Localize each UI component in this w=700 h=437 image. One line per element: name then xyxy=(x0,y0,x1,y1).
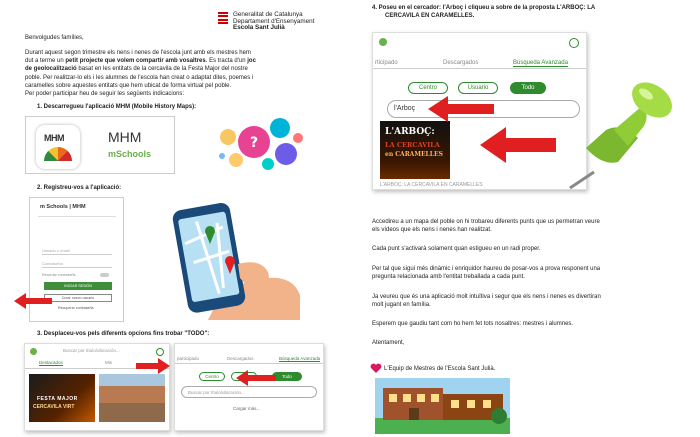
mhm-subtitle: mSchools xyxy=(108,149,152,159)
step2-heading: 2. Registreu-vos a l'aplicació: xyxy=(37,185,122,191)
tab-participado[interactable]: participado xyxy=(177,356,200,361)
body-p2: Cada punt s'activarà solament quan estigueu en un radi proper. xyxy=(372,246,541,252)
chip-todo[interactable]: Todo xyxy=(510,82,546,94)
username-field[interactable]: Usuario o email xyxy=(42,248,70,253)
red-arrow-icon xyxy=(480,127,558,163)
arbos-search-input[interactable]: l'Arboç xyxy=(387,100,580,118)
remember-toggle[interactable] xyxy=(100,273,109,277)
create-user-button[interactable]: Crear nuevo usuario xyxy=(44,294,112,302)
step4-heading-line2: CERCAVILA EN CARAMELLES. xyxy=(385,13,475,19)
tab-descargados[interactable]: Descargados xyxy=(227,356,254,361)
chip-centro[interactable]: Centro xyxy=(199,372,225,381)
body-p6: Atentament, xyxy=(372,340,405,346)
town-aerial-card[interactable] xyxy=(99,374,165,422)
mhm-title: MHM xyxy=(108,129,142,145)
gauge-icon xyxy=(44,147,72,161)
tab-mis[interactable]: Mis xyxy=(105,360,112,365)
signature: L'Equip de Mestres de l'Escola Sant Julià. xyxy=(384,366,496,372)
advanced-search-input[interactable]: Buscar por título/ubicación... xyxy=(181,386,317,398)
festa-major-card[interactable]: FESTA MAJOR CERCAVILA VIRT xyxy=(29,374,95,422)
generalitat-logo-icon xyxy=(218,12,228,24)
tab-busqueda-avanzada[interactable]: Búsqueda Avanzada xyxy=(279,356,321,361)
red-arrow-icon xyxy=(236,370,276,386)
red-arrow-icon xyxy=(14,293,54,309)
school-header xyxy=(218,11,328,35)
tab-destacados[interactable]: Destacados xyxy=(39,360,63,365)
result-title[interactable]: L'ARBOÇ: LA CERCAVILA EN CARAMELLES xyxy=(380,182,483,188)
remember-label: Recordar contraseña xyxy=(42,273,76,277)
mhm-app-icon: MHM xyxy=(36,125,80,169)
search-input[interactable]: Buscar por título/ubicación... xyxy=(63,348,120,353)
mhm-banner[interactable] xyxy=(25,116,175,174)
load-more-link[interactable]: Cargar más... xyxy=(233,406,261,411)
header-line2: Departament d'Ensenyament xyxy=(233,17,315,25)
svg-text:?: ? xyxy=(249,135,259,151)
phone-map-illustration xyxy=(168,200,303,320)
app-screenshot-home xyxy=(24,343,170,431)
header-line3: Escola Sant Julià xyxy=(233,24,285,31)
body-p1: Accedireu a un mapa del poble on hi trobareu diferents punts que us permetran veure els vídeos que els nens i nenes han realitzat. xyxy=(372,219,600,234)
heart-icon xyxy=(370,363,382,374)
settings-icon[interactable] xyxy=(379,38,387,46)
step1-heading: 1. Descarregueu l'aplicació MHM (Mobile History Maps): xyxy=(37,104,197,110)
step4-heading-line1: 4. Poseu en el cercador: l'Arboç i cliqueu a sobre de la proposta L'ARBOÇ: LA xyxy=(372,5,596,11)
login-button[interactable]: INICIAR SESIÓN xyxy=(44,282,112,290)
body-p4: Ja veureu que és una aplicació molt intuïtiva i segur que els nens i nenes es divertiran molt jugant en família. xyxy=(372,294,601,309)
chip-centro[interactable]: Centro xyxy=(408,82,448,94)
body-p3: Per tal que sigui més dinàmic i enriquidor haureu de posar-vos a prova responent una pregunta relacionada amb l'entitat treballada a cada punt. xyxy=(372,266,601,281)
intro-paragraph: Durant aquest segon trimestre els nens i nenes de l'escola junt amb els mestres hem dut a terme un petit projecte que volem compartir amb vosaltres. Es tracta d'un joc de geolocalització basat en les entitats de la cercavila de la Festa Major del nostre poble. Per realitzar-lo els i les alumnes de l'escola han creat o adaptat dites, poemes i caramelles sobre aquestes entitats que hem ubicat de forma virtual pel poble. Per poder participar heu de seguir les següents indicacions: xyxy=(25,50,256,98)
register-brand: m Schools | MHM xyxy=(40,204,86,210)
red-arrow-icon xyxy=(428,96,496,122)
password-field[interactable]: Contraseña xyxy=(42,261,63,266)
green-pushpin-icon xyxy=(566,78,676,190)
header-line1: Generalitat de Catalunya xyxy=(233,11,303,18)
school-building-illustration xyxy=(375,378,510,434)
settings-icon[interactable] xyxy=(30,348,37,355)
profile-icon[interactable] xyxy=(156,348,164,356)
greeting: Benvolgudes famílies, xyxy=(25,35,84,41)
cercavila-result-thumbnail[interactable]: L'ARBOÇ: LA CERCAVILA en CARAMELLES xyxy=(380,121,450,179)
tab-busqueda-avanzada[interactable]: Búsqueda Avanzada xyxy=(513,60,568,66)
forgot-password-link[interactable]: Recuperar contraseña xyxy=(58,306,94,310)
chip-usuario[interactable]: Usuario xyxy=(458,82,498,94)
tab-participado[interactable]: rticipado xyxy=(375,60,398,66)
red-arrow-icon xyxy=(136,358,170,374)
chip-todo[interactable]: Todo xyxy=(272,372,302,381)
profile-icon[interactable] xyxy=(569,38,579,48)
body-p5: Esperem que gaudiu tant com ho hem fet tots nosaltres: mestres i alumnes. xyxy=(372,321,574,327)
step3-heading: 3. Desplaceu-vos pels diferents opcions fins trobar "TODO": xyxy=(37,331,210,337)
app-features-icons xyxy=(210,112,310,174)
app-screenshot-search xyxy=(174,343,324,431)
tab-descargados[interactable]: Descargados xyxy=(443,60,479,66)
